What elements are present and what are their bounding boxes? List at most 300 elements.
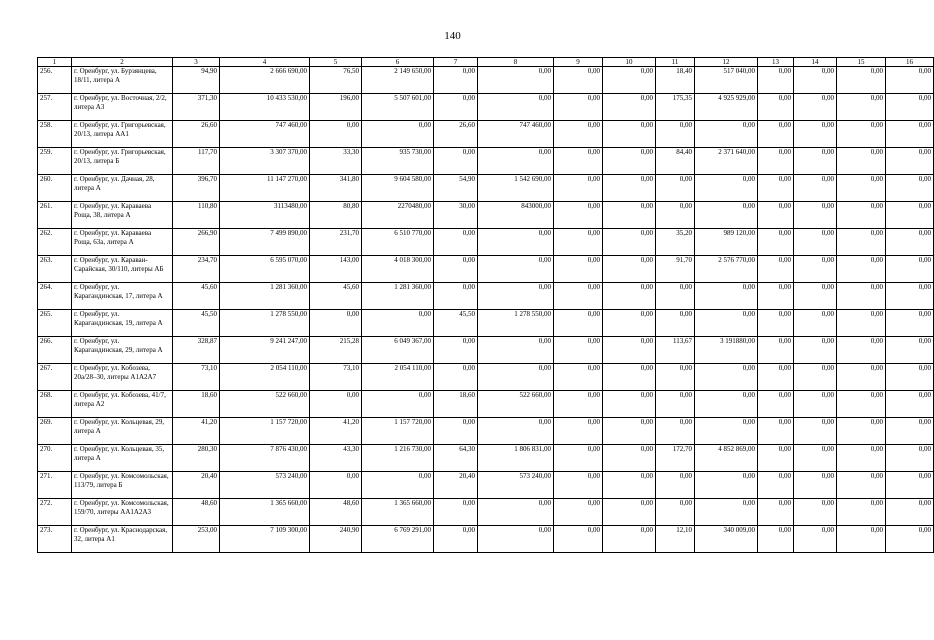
value-cell: 0,00 xyxy=(695,121,758,148)
value-cell: 0,00 xyxy=(758,283,794,310)
address-cell: г. Оренбург, ул. Кобозева, 20а/28–30, литеры А1А2А7 xyxy=(72,364,173,391)
column-number-header: 4 xyxy=(220,58,310,67)
value-cell: 747 460,00 xyxy=(220,121,310,148)
value-cell: 110,80 xyxy=(173,202,220,229)
table-row xyxy=(38,364,934,391)
value-cell: 0,00 xyxy=(695,364,758,391)
value-cell: 5 507 601,00 xyxy=(362,94,434,121)
value-cell: 0,00 xyxy=(434,499,478,526)
column-number-header: 15 xyxy=(837,58,886,67)
value-cell: 64,30 xyxy=(434,445,478,472)
value-cell: 266,90 xyxy=(173,229,220,256)
value-cell: 0,00 xyxy=(837,418,886,445)
value-cell: 7 109 300,00 xyxy=(220,526,310,553)
value-cell: 0,00 xyxy=(758,445,794,472)
value-cell: 340 009,00 xyxy=(695,526,758,553)
value-cell: 573 240,00 xyxy=(478,472,554,499)
value-cell: 0,00 xyxy=(554,148,603,175)
value-cell: 0,00 xyxy=(695,418,758,445)
value-cell: 0,00 xyxy=(434,148,478,175)
value-cell: 0,00 xyxy=(794,526,837,553)
value-cell: 0,00 xyxy=(794,472,837,499)
row-index-cell: 267. xyxy=(38,364,72,391)
value-cell: 1 278 550,00 xyxy=(478,310,554,337)
value-cell: 2 666 690,00 xyxy=(220,67,310,94)
column-number-header: 9 xyxy=(554,58,603,67)
value-cell: 0,00 xyxy=(362,310,434,337)
table-row xyxy=(38,67,934,94)
value-cell: 6 769 291,00 xyxy=(362,526,434,553)
value-cell: 0,00 xyxy=(886,310,934,337)
value-cell: 0,00 xyxy=(434,526,478,553)
value-cell: 0,00 xyxy=(758,148,794,175)
value-cell: 2 054 110,00 xyxy=(220,364,310,391)
address-cell: г. Оренбург, ул. Краснодарская, 32, литера А1 xyxy=(72,526,173,553)
value-cell: 0,00 xyxy=(554,472,603,499)
value-cell: 0,00 xyxy=(886,175,934,202)
value-cell: 0,00 xyxy=(554,337,603,364)
value-cell: 9 604 580,00 xyxy=(362,175,434,202)
table-row xyxy=(38,256,934,283)
value-cell: 0,00 xyxy=(554,364,603,391)
value-cell: 1 806 831,00 xyxy=(478,445,554,472)
value-cell: 234,70 xyxy=(173,256,220,283)
value-cell: 0,00 xyxy=(758,472,794,499)
value-cell: 20,40 xyxy=(173,472,220,499)
value-cell: 0,00 xyxy=(554,310,603,337)
value-cell: 2 371 640,00 xyxy=(695,148,758,175)
table-row xyxy=(38,121,934,148)
value-cell: 48,60 xyxy=(173,499,220,526)
value-cell: 73,10 xyxy=(173,364,220,391)
value-cell: 0,00 xyxy=(478,337,554,364)
value-cell: 341,80 xyxy=(310,175,362,202)
value-cell: 0,00 xyxy=(554,391,603,418)
column-number-header: 10 xyxy=(603,58,656,67)
table-row xyxy=(38,499,934,526)
value-cell: 0,00 xyxy=(554,175,603,202)
value-cell: 0,00 xyxy=(794,391,837,418)
value-cell: 0,00 xyxy=(554,229,603,256)
value-cell: 0,00 xyxy=(695,391,758,418)
value-cell: 0,00 xyxy=(603,283,656,310)
value-cell: 747 460,00 xyxy=(478,121,554,148)
value-cell: 2 149 650,00 xyxy=(362,67,434,94)
value-cell: 0,00 xyxy=(695,202,758,229)
value-cell: 0,00 xyxy=(656,310,695,337)
value-cell: 0,00 xyxy=(794,229,837,256)
value-cell: 0,00 xyxy=(837,121,886,148)
value-cell: 573 240,00 xyxy=(220,472,310,499)
value-cell: 2 576 770,00 xyxy=(695,256,758,283)
value-cell: 0,00 xyxy=(656,364,695,391)
value-cell: 0,00 xyxy=(656,175,695,202)
row-index-cell: 268. xyxy=(38,391,72,418)
value-cell: 0,00 xyxy=(794,148,837,175)
value-cell: 0,00 xyxy=(886,256,934,283)
value-cell: 0,00 xyxy=(837,148,886,175)
address-cell: г. Оренбург, ул. Комсомольская, 159/70, литеры АА1А2А3 xyxy=(72,499,173,526)
value-cell: 0,00 xyxy=(434,256,478,283)
value-cell: 0,00 xyxy=(886,148,934,175)
value-cell: 522 660,00 xyxy=(478,391,554,418)
value-cell: 0,00 xyxy=(362,472,434,499)
table-row xyxy=(38,229,934,256)
column-number-header: 11 xyxy=(656,58,695,67)
address-cell: г. Оренбург, ул. Бурзянцева, 18/11, литера А xyxy=(72,67,173,94)
value-cell: 0,00 xyxy=(695,310,758,337)
row-index-cell: 259. xyxy=(38,148,72,175)
value-cell: 0,00 xyxy=(554,202,603,229)
value-cell: 0,00 xyxy=(603,256,656,283)
value-cell: 0,00 xyxy=(656,472,695,499)
value-cell: 0,00 xyxy=(758,175,794,202)
row-index-cell: 269. xyxy=(38,418,72,445)
value-cell: 396,70 xyxy=(173,175,220,202)
value-cell: 10 433 530,00 xyxy=(220,94,310,121)
table-row xyxy=(38,391,934,418)
value-cell: 2270480,00 xyxy=(362,202,434,229)
value-cell: 517 040,00 xyxy=(695,67,758,94)
row-index-cell: 265. xyxy=(38,310,72,337)
value-cell: 0,00 xyxy=(434,94,478,121)
value-cell: 41,20 xyxy=(173,418,220,445)
value-cell: 0,00 xyxy=(886,391,934,418)
value-cell: 0,00 xyxy=(837,175,886,202)
value-cell: 0,00 xyxy=(362,121,434,148)
value-cell: 0,00 xyxy=(886,418,934,445)
value-cell: 0,00 xyxy=(695,472,758,499)
value-cell: 0,00 xyxy=(886,121,934,148)
column-number-header: 13 xyxy=(758,58,794,67)
value-cell: 0,00 xyxy=(554,256,603,283)
address-cell: г. Оренбург, ул. Карагандинская, 17, литера А xyxy=(72,283,173,310)
value-cell: 117,70 xyxy=(173,148,220,175)
address-cell: г. Оренбург, ул. Караван-Сарайская, 30/110, литеры АБ xyxy=(72,256,173,283)
value-cell: 3 307 370,00 xyxy=(220,148,310,175)
value-cell: 0,00 xyxy=(478,67,554,94)
row-index-cell: 258. xyxy=(38,121,72,148)
value-cell: 0,00 xyxy=(794,67,837,94)
value-cell: 0,00 xyxy=(603,121,656,148)
value-cell: 0,00 xyxy=(656,202,695,229)
value-cell: 0,00 xyxy=(434,229,478,256)
value-cell: 0,00 xyxy=(656,121,695,148)
value-cell: 0,00 xyxy=(603,337,656,364)
row-index-cell: 260. xyxy=(38,175,72,202)
table-row xyxy=(38,445,934,472)
value-cell: 41,20 xyxy=(310,418,362,445)
value-cell: 0,00 xyxy=(554,445,603,472)
value-cell: 4 852 869,00 xyxy=(695,445,758,472)
value-cell: 522 660,00 xyxy=(220,391,310,418)
value-cell: 113,67 xyxy=(656,337,695,364)
value-cell: 0,00 xyxy=(478,94,554,121)
column-number-header: 5 xyxy=(310,58,362,67)
value-cell: 0,00 xyxy=(837,256,886,283)
value-cell: 35,20 xyxy=(656,229,695,256)
value-cell: 3113480,00 xyxy=(220,202,310,229)
value-cell: 7 499 890,00 xyxy=(220,229,310,256)
value-cell: 0,00 xyxy=(758,202,794,229)
value-cell: 989 120,00 xyxy=(695,229,758,256)
value-cell: 0,00 xyxy=(656,499,695,526)
table-row xyxy=(38,418,934,445)
column-number-header: 12 xyxy=(695,58,758,67)
value-cell: 0,00 xyxy=(695,499,758,526)
value-cell: 2 054 110,00 xyxy=(362,364,434,391)
row-index-cell: 270. xyxy=(38,445,72,472)
value-cell: 45,50 xyxy=(434,310,478,337)
address-cell: г. Оренбург, ул. Кольцевая, 35, литера А xyxy=(72,445,173,472)
value-cell: 4 018 300,00 xyxy=(362,256,434,283)
column-number-header: 14 xyxy=(794,58,837,67)
value-cell: 0,00 xyxy=(837,391,886,418)
value-cell: 0,00 xyxy=(794,121,837,148)
table-row xyxy=(38,202,934,229)
value-cell: 0,00 xyxy=(554,499,603,526)
value-cell: 6 049 367,00 xyxy=(362,337,434,364)
value-cell: 54,90 xyxy=(434,175,478,202)
value-cell: 0,00 xyxy=(837,337,886,364)
value-cell: 18,60 xyxy=(173,391,220,418)
page-number: 140 xyxy=(444,30,461,42)
value-cell: 0,00 xyxy=(310,391,362,418)
value-cell: 0,00 xyxy=(603,202,656,229)
column-number-header: 16 xyxy=(886,58,934,67)
value-cell: 0,00 xyxy=(837,67,886,94)
value-cell: 0,00 xyxy=(837,94,886,121)
value-cell: 33,30 xyxy=(310,148,362,175)
value-cell: 0,00 xyxy=(603,67,656,94)
value-cell: 0,00 xyxy=(886,472,934,499)
column-number-header: 2 xyxy=(72,58,173,67)
value-cell: 0,00 xyxy=(478,229,554,256)
value-cell: 0,00 xyxy=(603,148,656,175)
value-cell: 4 925 929,00 xyxy=(695,94,758,121)
value-cell: 0,00 xyxy=(794,418,837,445)
value-cell: 0,00 xyxy=(554,121,603,148)
value-cell: 1 281 360,00 xyxy=(220,283,310,310)
value-cell: 0,00 xyxy=(837,499,886,526)
value-cell: 0,00 xyxy=(603,229,656,256)
table-row xyxy=(38,310,934,337)
value-cell: 0,00 xyxy=(554,418,603,445)
value-cell: 0,00 xyxy=(554,94,603,121)
address-cell: г. Оренбург, ул. Григорьевская, 20/13, литера Б xyxy=(72,148,173,175)
value-cell: 6 510 770,00 xyxy=(362,229,434,256)
value-cell: 0,00 xyxy=(837,472,886,499)
value-cell: 0,00 xyxy=(656,391,695,418)
value-cell: 1 216 730,00 xyxy=(362,445,434,472)
value-cell: 0,00 xyxy=(794,445,837,472)
value-cell: 0,00 xyxy=(837,283,886,310)
value-cell: 3 191880,00 xyxy=(695,337,758,364)
address-cell: г. Оренбург, ул. Дачная, 28, литера А xyxy=(72,175,173,202)
value-cell: 0,00 xyxy=(794,310,837,337)
value-cell: 1 281 360,00 xyxy=(362,283,434,310)
value-cell: 20,40 xyxy=(434,472,478,499)
address-cell: г. Оренбург, ул. Караваева Роща, 63а, литера А xyxy=(72,229,173,256)
value-cell: 280,30 xyxy=(173,445,220,472)
value-cell: 0,00 xyxy=(886,499,934,526)
value-cell: 0,00 xyxy=(478,364,554,391)
value-cell: 80,80 xyxy=(310,202,362,229)
value-cell: 11 147 270,00 xyxy=(220,175,310,202)
value-cell: 0,00 xyxy=(554,283,603,310)
column-number-header: 1 xyxy=(38,58,72,67)
row-index-cell: 266. xyxy=(38,337,72,364)
value-cell: 0,00 xyxy=(362,391,434,418)
value-cell: 0,00 xyxy=(478,418,554,445)
value-cell: 0,00 xyxy=(434,283,478,310)
value-cell: 0,00 xyxy=(603,472,656,499)
value-cell: 0,00 xyxy=(434,67,478,94)
value-cell: 0,00 xyxy=(758,256,794,283)
value-cell: 0,00 xyxy=(837,202,886,229)
value-cell: 0,00 xyxy=(603,94,656,121)
value-cell: 0,00 xyxy=(758,526,794,553)
value-cell: 0,00 xyxy=(837,526,886,553)
row-index-cell: 261. xyxy=(38,202,72,229)
value-cell: 0,00 xyxy=(603,445,656,472)
value-cell: 6 595 070,00 xyxy=(220,256,310,283)
row-index-cell: 271. xyxy=(38,472,72,499)
table-row xyxy=(38,148,934,175)
row-index-cell: 263. xyxy=(38,256,72,283)
value-cell: 240,90 xyxy=(310,526,362,553)
column-number-row xyxy=(38,58,934,67)
value-cell: 0,00 xyxy=(478,526,554,553)
value-cell: 196,00 xyxy=(310,94,362,121)
value-cell: 0,00 xyxy=(794,364,837,391)
value-cell: 0,00 xyxy=(886,445,934,472)
value-cell: 231,70 xyxy=(310,229,362,256)
value-cell: 1 542 690,00 xyxy=(478,175,554,202)
value-cell: 18,60 xyxy=(434,391,478,418)
row-index-cell: 272. xyxy=(38,499,72,526)
value-cell: 30,00 xyxy=(434,202,478,229)
value-cell: 0,00 xyxy=(758,121,794,148)
registry-table xyxy=(37,57,934,553)
value-cell: 0,00 xyxy=(656,283,695,310)
value-cell: 26,60 xyxy=(434,121,478,148)
value-cell: 0,00 xyxy=(837,229,886,256)
row-index-cell: 273. xyxy=(38,526,72,553)
column-number-header: 3 xyxy=(173,58,220,67)
value-cell: 0,00 xyxy=(603,526,656,553)
value-cell: 0,00 xyxy=(758,94,794,121)
value-cell: 1 157 720,00 xyxy=(362,418,434,445)
value-cell: 0,00 xyxy=(758,310,794,337)
value-cell: 0,00 xyxy=(837,310,886,337)
value-cell: 0,00 xyxy=(794,94,837,121)
value-cell: 0,00 xyxy=(554,67,603,94)
address-cell: г. Оренбург, ул. Карагандинская, 19, литера А xyxy=(72,310,173,337)
value-cell: 0,00 xyxy=(794,175,837,202)
row-index-cell: 264. xyxy=(38,283,72,310)
value-cell: 0,00 xyxy=(758,229,794,256)
value-cell: 0,00 xyxy=(886,67,934,94)
table-row xyxy=(38,94,934,121)
value-cell: 143,00 xyxy=(310,256,362,283)
value-cell: 1 157 720,00 xyxy=(220,418,310,445)
value-cell: 0,00 xyxy=(310,310,362,337)
value-cell: 48,60 xyxy=(310,499,362,526)
value-cell: 0,00 xyxy=(886,94,934,121)
value-cell: 0,00 xyxy=(310,121,362,148)
value-cell: 0,00 xyxy=(794,283,837,310)
value-cell: 0,00 xyxy=(478,256,554,283)
value-cell: 0,00 xyxy=(478,499,554,526)
row-index-cell: 257. xyxy=(38,94,72,121)
value-cell: 91,70 xyxy=(656,256,695,283)
table-row xyxy=(38,472,934,499)
value-cell: 76,50 xyxy=(310,67,362,94)
value-cell: 0,00 xyxy=(603,391,656,418)
table-row xyxy=(38,175,934,202)
value-cell: 0,00 xyxy=(886,229,934,256)
address-cell: г. Оренбург, ул. Кольцевая, 29, литера А xyxy=(72,418,173,445)
address-cell: г. Оренбург, ул. Григорьевская, 20/13, литера АА1 xyxy=(72,121,173,148)
value-cell: 0,00 xyxy=(758,364,794,391)
value-cell: 45,50 xyxy=(173,310,220,337)
value-cell: 84,40 xyxy=(656,148,695,175)
value-cell: 45,60 xyxy=(173,283,220,310)
value-cell: 18,40 xyxy=(656,67,695,94)
value-cell: 0,00 xyxy=(434,337,478,364)
value-cell: 0,00 xyxy=(310,472,362,499)
value-cell: 0,00 xyxy=(603,364,656,391)
value-cell: 45,60 xyxy=(310,283,362,310)
address-cell: г. Оренбург, ул. Комсомольская, 113/79, литера Б xyxy=(72,472,173,499)
value-cell: 1 278 550,00 xyxy=(220,310,310,337)
address-cell: г. Оренбург, ул. Восточная, 2/2, литера А3 xyxy=(72,94,173,121)
address-cell: г. Оренбург, ул. Кобозева, 41/7, литера А2 xyxy=(72,391,173,418)
value-cell: 0,00 xyxy=(603,418,656,445)
column-number-header: 6 xyxy=(362,58,434,67)
value-cell: 0,00 xyxy=(434,418,478,445)
value-cell: 0,00 xyxy=(478,148,554,175)
value-cell: 0,00 xyxy=(554,526,603,553)
column-number-header: 8 xyxy=(478,58,554,67)
address-cell: г. Оренбург, ул. Караваева Роща, 38, литера А xyxy=(72,202,173,229)
value-cell: 1 365 660,00 xyxy=(362,499,434,526)
value-cell: 1 365 660,00 xyxy=(220,499,310,526)
value-cell: 0,00 xyxy=(478,283,554,310)
row-index-cell: 256. xyxy=(38,67,72,94)
value-cell: 0,00 xyxy=(794,256,837,283)
value-cell: 43,30 xyxy=(310,445,362,472)
value-cell: 0,00 xyxy=(758,337,794,364)
row-index-cell: 262. xyxy=(38,229,72,256)
value-cell: 0,00 xyxy=(758,418,794,445)
value-cell: 253,00 xyxy=(173,526,220,553)
table-row xyxy=(38,337,934,364)
address-cell: г. Оренбург, ул. Карагандинская, 29, литера А xyxy=(72,337,173,364)
value-cell: 0,00 xyxy=(758,499,794,526)
value-cell: 0,00 xyxy=(695,175,758,202)
value-cell: 215,28 xyxy=(310,337,362,364)
value-cell: 9 241 247,00 xyxy=(220,337,310,364)
value-cell: 0,00 xyxy=(603,499,656,526)
value-cell: 172,70 xyxy=(656,445,695,472)
column-number-header: 7 xyxy=(434,58,478,67)
value-cell: 0,00 xyxy=(886,526,934,553)
value-cell: 7 876 430,00 xyxy=(220,445,310,472)
value-cell: 0,00 xyxy=(837,364,886,391)
table-row xyxy=(38,526,934,553)
